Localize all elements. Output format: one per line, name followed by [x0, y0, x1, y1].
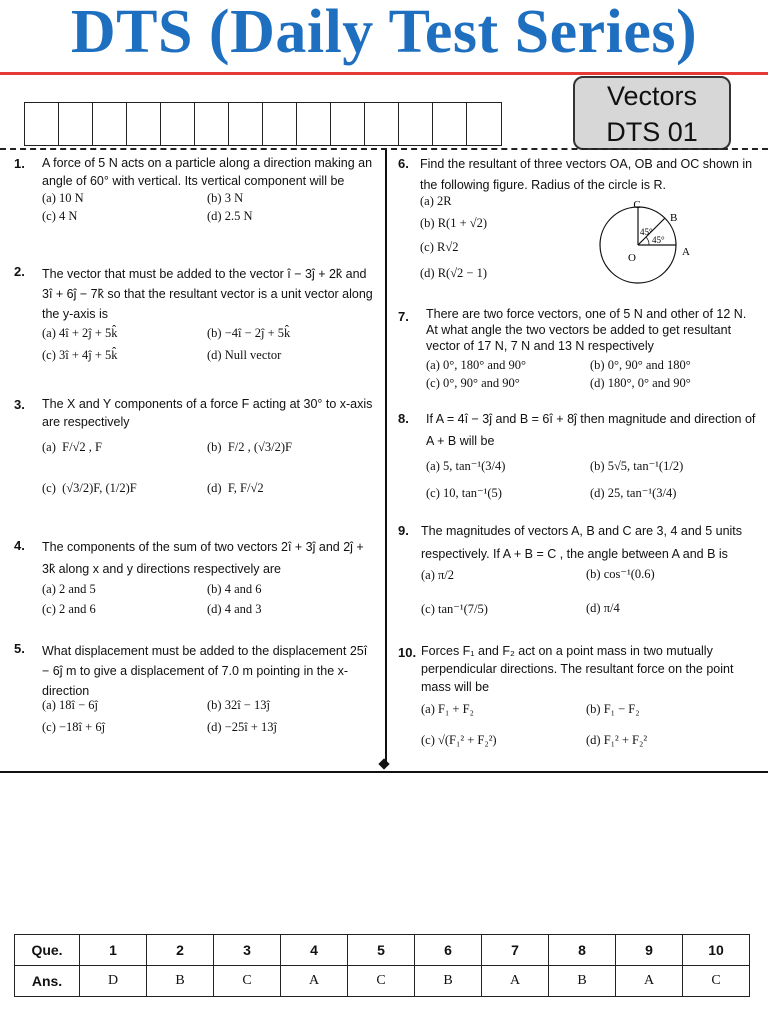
- option-d[interactable]: (d) Null vector: [207, 348, 282, 362]
- roll-cell[interactable]: [25, 103, 59, 145]
- que-cell: 6: [415, 935, 482, 966]
- angle-label: 45°: [652, 235, 665, 245]
- title-underline: [0, 72, 768, 75]
- question-number: 5.: [14, 641, 25, 656]
- question-number: 4.: [14, 538, 25, 553]
- option-b[interactable]: (b) −4î − 2ĵ + 5k̂: [207, 326, 291, 340]
- option-c[interactable]: (c) 2 and 6: [42, 602, 96, 616]
- roll-number-boxes: [24, 102, 502, 146]
- option-value: F, F/√2: [227, 481, 264, 495]
- option-d[interactable]: (d) π/4: [586, 601, 620, 615]
- ans-cell: A: [616, 966, 683, 997]
- que-cell: 2: [147, 935, 214, 966]
- option-c[interactable]: (c) 10, tan⁻¹(5): [426, 486, 502, 500]
- option-d[interactable]: (d) R(√2 − 1): [420, 266, 488, 280]
- option-d[interactable]: (d) 2.5 N: [207, 209, 253, 223]
- angle-label: 45°: [640, 227, 653, 237]
- question-stem: The components of the sum of two vectors 2î + 3ĵ and 2ĵ + 3k̂ along x and y directions respectively are: [42, 540, 364, 576]
- roll-cell[interactable]: [127, 103, 161, 145]
- option-c[interactable]: (c) R√2: [420, 240, 459, 254]
- label-a: A: [682, 246, 690, 258]
- topic-badge: [573, 76, 731, 150]
- question-stem: Find the resultant of three vectors OA, OB and OC shown in the following figure. Radius of the circle is R.: [420, 157, 753, 192]
- question-stem: There are two force vectors, one of 5 N and other of 12 N. At what angle the two vectors be added to get resultant vector of 17 N, 7 N and 13 N respectively: [426, 307, 747, 353]
- roll-cell[interactable]: [229, 103, 263, 145]
- option-b[interactable]: [207, 440, 292, 455]
- option-c[interactable]: [42, 481, 137, 496]
- option-letter: (b): [207, 440, 222, 454]
- circle-vector-figure: [590, 195, 700, 285]
- option-a[interactable]: (a) F₁ + F₂: [421, 702, 474, 716]
- ans-cell: C: [348, 966, 415, 997]
- roll-cell[interactable]: [399, 103, 433, 145]
- option-a[interactable]: (a) 2 and 5: [42, 582, 96, 596]
- option-a[interactable]: (a) 10 N: [42, 191, 84, 205]
- que-cell: 4: [281, 935, 348, 966]
- option-value: F/2 , (√3/2)F: [227, 440, 292, 454]
- question-number: 1.: [14, 156, 25, 171]
- label-b: B: [670, 212, 678, 224]
- option-b[interactable]: (b) 32î − 13ĵ: [207, 698, 270, 712]
- option-letter: (c): [42, 481, 56, 495]
- option-letter: (a): [42, 440, 56, 454]
- ans-cell: A: [281, 966, 348, 997]
- option-c[interactable]: (c) √(F₁² + F₂²): [421, 733, 497, 747]
- dashed-divider: [0, 148, 768, 150]
- que-cell: 10: [683, 935, 750, 966]
- roll-cell[interactable]: [365, 103, 399, 145]
- option-value: F/√2 , F: [62, 440, 102, 454]
- ans-cell: B: [415, 966, 482, 997]
- option-b[interactable]: (b) F₁ − F₂: [586, 702, 640, 716]
- que-cell: 9: [616, 935, 683, 966]
- que-cell: 8: [549, 935, 616, 966]
- question-stem: Forces F₁ and F₂ act on a point mass in two mutually perpendicular directions. The resultant force on the point mass will be: [421, 644, 734, 694]
- option-b[interactable]: (b) R(1 + √2): [420, 216, 488, 230]
- option-b[interactable]: (b) 3 N: [207, 191, 244, 205]
- option-c[interactable]: (c) 3î + 4ĵ + 5k̂: [42, 348, 118, 362]
- roll-cell[interactable]: [195, 103, 229, 145]
- que-cell: 1: [80, 935, 147, 966]
- option-a[interactable]: (a) 5, tan⁻¹(3/4): [426, 459, 506, 473]
- question-stem: The vector that must be added to the vector î − 3ĵ + 2k̂ and 3î + 6ĵ − 7k̂ so that the resultant vector is a unit vector along the y-axis is: [42, 267, 373, 321]
- option-a[interactable]: [42, 440, 102, 455]
- ans-label: Ans.: [15, 966, 80, 997]
- roll-cell[interactable]: [161, 103, 195, 145]
- option-a[interactable]: (a) 0°, 180° and 90°: [426, 358, 527, 372]
- ans-cell: A: [482, 966, 549, 997]
- question-stem: The X and Y components of a force F acting at 30° to x-axis are respectively: [42, 397, 373, 429]
- answer-row: [15, 966, 750, 997]
- column-divider: [385, 150, 387, 766]
- question-number: 8.: [398, 411, 409, 426]
- option-b[interactable]: (b) 5√5, tan⁻¹(1/2): [590, 459, 684, 473]
- option-letter: (d): [207, 481, 222, 495]
- question-number: 6.: [398, 156, 409, 171]
- test-code: DTS 01: [606, 117, 698, 147]
- option-a[interactable]: (a) 4î + 2ĵ + 5k̂: [42, 326, 118, 340]
- roll-cell[interactable]: [467, 103, 501, 145]
- option-b[interactable]: (b) cos⁻¹(0.6): [586, 567, 655, 581]
- que-cell: 5: [348, 935, 415, 966]
- option-c[interactable]: (c) 0°, 90° and 90°: [426, 376, 520, 390]
- option-c[interactable]: (c) −18î + 6ĵ: [42, 720, 106, 734]
- option-a[interactable]: (a) π/2: [421, 568, 455, 582]
- roll-cell[interactable]: [93, 103, 127, 145]
- roll-cell[interactable]: [331, 103, 365, 145]
- label-o: O: [628, 252, 636, 264]
- option-d[interactable]: [207, 481, 264, 496]
- roll-cell[interactable]: [263, 103, 297, 145]
- question-number: 3.: [14, 397, 25, 412]
- option-d[interactable]: (d) 4 and 3: [207, 602, 262, 616]
- ans-cell: B: [549, 966, 616, 997]
- option-d[interactable]: (d) F₁² + F₂²: [586, 733, 648, 747]
- question-number: 7.: [398, 309, 409, 324]
- topic-name: Vectors: [606, 81, 698, 111]
- que-label: Que.: [15, 935, 80, 966]
- ans-cell: B: [147, 966, 214, 997]
- question-number: 2.: [14, 264, 25, 279]
- option-value: (√3/2)F, (1/2)F: [62, 481, 137, 495]
- label-c: C: [633, 199, 641, 211]
- que-cell: 3: [214, 935, 281, 966]
- divider-end-marker: [378, 758, 389, 769]
- option-b[interactable]: (b) 0°, 90° and 180°: [590, 358, 691, 372]
- ans-cell: C: [214, 966, 281, 997]
- que-cell: 7: [482, 935, 549, 966]
- question-number-row: [15, 935, 750, 966]
- answer-key-table: [14, 934, 750, 997]
- question-stem: If A = 4î − 3ĵ and B = 6î + 8ĵ then magnitude and direction of A + B will be: [426, 412, 756, 448]
- question-stem: What displacement must be added to the displacement 25î − 6ĵ m to give a displacement of 7.0 m pointing in the x- direction: [42, 644, 368, 698]
- ans-cell: C: [683, 966, 750, 997]
- roll-cell[interactable]: [433, 103, 467, 145]
- option-d[interactable]: (d) 180°, 0° and 90°: [590, 376, 691, 390]
- option-d[interactable]: (d) 25, tan⁻¹(3/4): [590, 486, 677, 500]
- question-number: 9.: [398, 523, 409, 538]
- roll-cell[interactable]: [59, 103, 93, 145]
- section-divider: [0, 771, 768, 773]
- option-c[interactable]: (c) 4 N: [42, 209, 78, 223]
- roll-cell[interactable]: [297, 103, 331, 145]
- question-stem: The magnitudes of vectors A, B and C are 3, 4 and 5 units respectively. If A + B = C , the angle between A and B is: [421, 524, 743, 561]
- ans-cell: D: [80, 966, 147, 997]
- question-number: 10.: [398, 645, 417, 660]
- option-b[interactable]: (b) 4 and 6: [207, 582, 262, 596]
- option-d[interactable]: (d) −25î + 13ĵ: [207, 720, 277, 734]
- option-a[interactable]: (a) 18î − 6ĵ: [42, 698, 98, 712]
- question-stem: A force of 5 N acts on a particle along a direction making an angle of 60° with vertical. Its vertical component will be: [42, 156, 373, 188]
- option-a[interactable]: (a) 2R: [420, 194, 452, 208]
- page-title: DTS (Daily Test Series): [70, 0, 698, 66]
- option-c[interactable]: (c) tan⁻¹(7/5): [421, 602, 488, 616]
